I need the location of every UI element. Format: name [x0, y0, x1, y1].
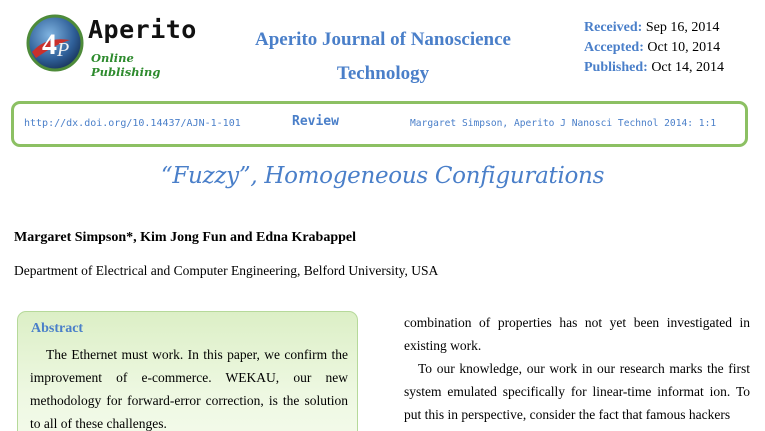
- aperito-logo-icon: [26, 14, 84, 72]
- authors: Margaret Simpson*, Kim Jong Fun and Edna Krabappel: [14, 230, 357, 245]
- abstract-box: [17, 311, 358, 431]
- article-type: Review: [292, 114, 339, 129]
- abstract-heading: Abstract: [31, 321, 84, 336]
- abstract-text: The Ethernet must work. In this paper, we confirm the improvement of e-commerce. WEKAU, our new methodology for forward-error correction, is the solution to all of these challenges.: [30, 347, 348, 431]
- body-column: [404, 311, 750, 426]
- journal-title: Aperito Journal of Nanoscience Technology: [255, 29, 511, 84]
- article-info-bar: [11, 101, 748, 147]
- body-paragraph: To our knowledge, our work in our research marks the first system emulated specifically for linear-time informat ion. To put this in perspective, consider the fact that famous hackers: [404, 361, 750, 422]
- received-label: Received: [584, 20, 638, 35]
- publication-dates: [584, 18, 724, 78]
- published-date-row: Published: Oct 14, 2014: [584, 60, 725, 75]
- body-paragraph: combination of properties has not yet been investigated in existing work.: [404, 315, 750, 353]
- accepted-label: Accepted: [584, 40, 640, 55]
- received-value: Sep 16, 2014: [645, 20, 720, 35]
- publisher-logo[interactable]: [26, 14, 198, 79]
- doi-link[interactable]: http://dx.doi.org/10.14437/AJN-1-101: [24, 118, 241, 129]
- svg-text:4: 4: [42, 28, 57, 61]
- accepted-date-row: Accepted: Oct 10, 2014: [584, 40, 721, 55]
- article-title: “Fuzzy”, Homogeneous Configurations: [160, 163, 605, 189]
- published-value: Oct 14, 2014: [651, 60, 725, 75]
- received-date-row: Received: Sep 16, 2014: [584, 20, 720, 35]
- logo-tagline: Online Publishing: [91, 51, 161, 79]
- affiliation: Department of Electrical and Computer Engineering, Belford University, USA: [14, 263, 439, 278]
- svg-text:P: P: [57, 39, 70, 61]
- logo-name: Aperito: [88, 15, 197, 44]
- accepted-value: Oct 10, 2014: [647, 40, 721, 55]
- citation: Margaret Simpson, Aperito J Nanosci Technol 2014: 1:1: [410, 118, 717, 129]
- published-label: Published: [584, 60, 644, 75]
